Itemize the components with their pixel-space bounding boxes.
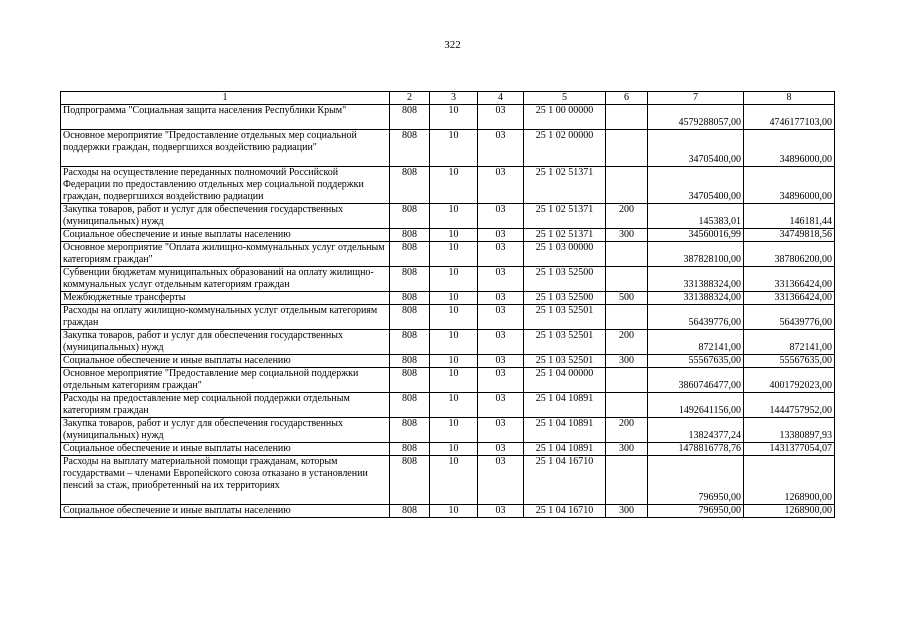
section-code: 10 xyxy=(430,229,478,242)
amount-year-1: 13824377,24 xyxy=(648,418,744,443)
ministry-code: 808 xyxy=(390,505,430,518)
row-name: Расходы на осуществление переданных полномочий Российской Федерации по предоставлению отдельных мер социальной поддержки граждан, подвергшихся воздействию радиации xyxy=(61,167,390,204)
amount-year-2: 55567635,00 xyxy=(744,355,835,368)
subsection-code: 03 xyxy=(478,456,524,505)
amount-year-2: 34896000,00 xyxy=(744,167,835,204)
table-row xyxy=(61,418,835,443)
amount-year-2: 1268900,00 xyxy=(744,456,835,505)
row-name: Закупка товаров, работ и услуг для обеспечения государственных (муниципальных) нужд xyxy=(61,418,390,443)
expense-type xyxy=(606,242,648,267)
table-row xyxy=(61,443,835,456)
amount-year-1: 34705400,00 xyxy=(648,167,744,204)
amount-year-1: 796950,00 xyxy=(648,505,744,518)
target-article: 25 1 04 10891 xyxy=(524,418,606,443)
subsection-code: 03 xyxy=(478,229,524,242)
table-row xyxy=(61,305,835,330)
section-code: 10 xyxy=(430,330,478,355)
row-name: Закупка товаров, работ и услуг для обеспечения государственных (муниципальных) нужд xyxy=(61,204,390,229)
row-name: Основное мероприятие "Оплата жилищно-коммунальных услуг отдельным категориям граждан" xyxy=(61,242,390,267)
subsection-code: 03 xyxy=(478,368,524,393)
ministry-code: 808 xyxy=(390,393,430,418)
table-row xyxy=(61,330,835,355)
ministry-code: 808 xyxy=(390,456,430,505)
expense-type: 300 xyxy=(606,505,648,518)
amount-year-1: 56439776,00 xyxy=(648,305,744,330)
column-header: 4 xyxy=(478,92,524,105)
expense-type xyxy=(606,130,648,167)
table-row xyxy=(61,393,835,418)
target-article: 25 1 04 16710 xyxy=(524,456,606,505)
expense-type: 300 xyxy=(606,229,648,242)
target-article: 25 1 03 52501 xyxy=(524,305,606,330)
row-name: Социальное обеспечение и иные выплаты населению xyxy=(61,229,390,242)
table-row xyxy=(61,242,835,267)
section-code: 10 xyxy=(430,355,478,368)
ministry-code: 808 xyxy=(390,267,430,292)
ministry-code: 808 xyxy=(390,418,430,443)
column-header: 1 xyxy=(61,92,390,105)
amount-year-1: 145383,01 xyxy=(648,204,744,229)
ministry-code: 808 xyxy=(390,443,430,456)
column-header: 7 xyxy=(648,92,744,105)
subsection-code: 03 xyxy=(478,505,524,518)
section-code: 10 xyxy=(430,393,478,418)
table-row xyxy=(61,355,835,368)
amount-year-2: 4746177103,00 xyxy=(744,105,835,130)
target-article: 25 1 04 10891 xyxy=(524,443,606,456)
section-code: 10 xyxy=(430,368,478,393)
expense-type: 300 xyxy=(606,355,648,368)
subsection-code: 03 xyxy=(478,292,524,305)
expense-type xyxy=(606,167,648,204)
amount-year-2: 13380897,93 xyxy=(744,418,835,443)
subsection-code: 03 xyxy=(478,305,524,330)
amount-year-2: 331366424,00 xyxy=(744,267,835,292)
target-article: 25 1 02 51371 xyxy=(524,229,606,242)
subsection-code: 03 xyxy=(478,393,524,418)
amount-year-1: 1478816778,76 xyxy=(648,443,744,456)
row-name: Субвенции бюджетам муниципальных образований на оплату жилищно-коммунальных услуг отдельным категориям граждан xyxy=(61,267,390,292)
target-article: 25 1 03 00000 xyxy=(524,242,606,267)
amount-year-1: 331388324,00 xyxy=(648,267,744,292)
table-row xyxy=(61,130,835,167)
table-row xyxy=(61,505,835,518)
expense-type xyxy=(606,105,648,130)
expense-type xyxy=(606,267,648,292)
amount-year-1: 3860746477,00 xyxy=(648,368,744,393)
target-article: 25 1 04 10891 xyxy=(524,393,606,418)
ministry-code: 808 xyxy=(390,167,430,204)
amount-year-1: 387828100,00 xyxy=(648,242,744,267)
expense-type: 200 xyxy=(606,204,648,229)
section-code: 10 xyxy=(430,105,478,130)
column-header: 2 xyxy=(390,92,430,105)
section-code: 10 xyxy=(430,204,478,229)
ministry-code: 808 xyxy=(390,305,430,330)
ministry-code: 808 xyxy=(390,105,430,130)
table-row xyxy=(61,267,835,292)
section-code: 10 xyxy=(430,292,478,305)
table-row xyxy=(61,105,835,130)
table-row xyxy=(61,204,835,229)
subsection-code: 03 xyxy=(478,167,524,204)
target-article: 25 1 02 51371 xyxy=(524,204,606,229)
amount-year-2: 4001792023,00 xyxy=(744,368,835,393)
amount-year-1: 34705400,00 xyxy=(648,130,744,167)
expense-type: 200 xyxy=(606,330,648,355)
table-row xyxy=(61,167,835,204)
table-header-row xyxy=(61,92,835,105)
target-article: 25 1 03 52500 xyxy=(524,267,606,292)
subsection-code: 03 xyxy=(478,330,524,355)
subsection-code: 03 xyxy=(478,355,524,368)
amount-year-2: 146181,44 xyxy=(744,204,835,229)
row-name: Расходы на выплату материальной помощи гражданам, которым государствами – членами Европейского союза отказано в установлении пенсий за стаж, приобретенный на их территориях xyxy=(61,456,390,505)
amount-year-2: 331366424,00 xyxy=(744,292,835,305)
amount-year-2: 56439776,00 xyxy=(744,305,835,330)
subsection-code: 03 xyxy=(478,242,524,267)
section-code: 10 xyxy=(430,305,478,330)
budget-table xyxy=(60,91,835,518)
ministry-code: 808 xyxy=(390,229,430,242)
row-name: Подпрограмма "Социальная защита населения Республики Крым" xyxy=(61,105,390,130)
row-name: Социальное обеспечение и иные выплаты населению xyxy=(61,355,390,368)
section-code: 10 xyxy=(430,267,478,292)
amount-year-2: 872141,00 xyxy=(744,330,835,355)
section-code: 10 xyxy=(430,443,478,456)
target-article: 25 1 04 16710 xyxy=(524,505,606,518)
subsection-code: 03 xyxy=(478,105,524,130)
section-code: 10 xyxy=(430,418,478,443)
expense-type: 500 xyxy=(606,292,648,305)
ministry-code: 808 xyxy=(390,292,430,305)
subsection-code: 03 xyxy=(478,267,524,292)
row-name: Социальное обеспечение и иные выплаты населению xyxy=(61,443,390,456)
amount-year-1: 4579288057,00 xyxy=(648,105,744,130)
ministry-code: 808 xyxy=(390,242,430,267)
section-code: 10 xyxy=(430,505,478,518)
amount-year-2: 1444757952,00 xyxy=(744,393,835,418)
target-article: 25 1 03 52501 xyxy=(524,355,606,368)
expense-type xyxy=(606,305,648,330)
row-name: Межбюджетные трансферты xyxy=(61,292,390,305)
row-name: Социальное обеспечение и иные выплаты населению xyxy=(61,505,390,518)
ministry-code: 808 xyxy=(390,204,430,229)
amount-year-1: 55567635,00 xyxy=(648,355,744,368)
subsection-code: 03 xyxy=(478,204,524,229)
ministry-code: 808 xyxy=(390,330,430,355)
row-name: Закупка товаров, работ и услуг для обеспечения государственных (муниципальных) нужд xyxy=(61,330,390,355)
column-header: 5 xyxy=(524,92,606,105)
section-code: 10 xyxy=(430,167,478,204)
expense-type xyxy=(606,393,648,418)
amount-year-2: 1431377054,07 xyxy=(744,443,835,456)
ministry-code: 808 xyxy=(390,355,430,368)
amount-year-1: 34560016,99 xyxy=(648,229,744,242)
amount-year-1: 1492641156,00 xyxy=(648,393,744,418)
target-article: 25 1 02 51371 xyxy=(524,167,606,204)
target-article: 25 1 03 52500 xyxy=(524,292,606,305)
row-name: Основное мероприятие "Предоставление отдельных мер социальной поддержки граждан, подвергшихся воздействию радиации" xyxy=(61,130,390,167)
target-article: 25 1 03 52501 xyxy=(524,330,606,355)
target-article: 25 1 04 00000 xyxy=(524,368,606,393)
subsection-code: 03 xyxy=(478,418,524,443)
section-code: 10 xyxy=(430,130,478,167)
amount-year-2: 34749818,56 xyxy=(744,229,835,242)
column-header: 6 xyxy=(606,92,648,105)
amount-year-2: 387806200,00 xyxy=(744,242,835,267)
row-name: Расходы на предоставление мер социальной поддержки отдельным категориям граждан xyxy=(61,393,390,418)
amount-year-1: 796950,00 xyxy=(648,456,744,505)
column-header: 8 xyxy=(744,92,835,105)
table-row xyxy=(61,368,835,393)
target-article: 25 1 02 00000 xyxy=(524,130,606,167)
expense-type xyxy=(606,368,648,393)
expense-type: 200 xyxy=(606,418,648,443)
section-code: 10 xyxy=(430,456,478,505)
expense-type: 300 xyxy=(606,443,648,456)
target-article: 25 1 00 00000 xyxy=(524,105,606,130)
table-row xyxy=(61,229,835,242)
table-row xyxy=(61,456,835,505)
amount-year-1: 872141,00 xyxy=(648,330,744,355)
ministry-code: 808 xyxy=(390,368,430,393)
ministry-code: 808 xyxy=(390,130,430,167)
subsection-code: 03 xyxy=(478,130,524,167)
section-code: 10 xyxy=(430,242,478,267)
expense-type xyxy=(606,456,648,505)
row-name: Расходы на оплату жилищно-коммунальных услуг отдельным категориям граждан xyxy=(61,305,390,330)
amount-year-2: 34896000,00 xyxy=(744,130,835,167)
amount-year-2: 1268900,00 xyxy=(744,505,835,518)
row-name: Основное мероприятие "Предоставление мер социальной поддержки отдельным категориям граждан" xyxy=(61,368,390,393)
subsection-code: 03 xyxy=(478,443,524,456)
amount-year-1: 331388324,00 xyxy=(648,292,744,305)
page-number: 322 xyxy=(444,39,461,51)
column-header: 3 xyxy=(430,92,478,105)
table-row xyxy=(61,292,835,305)
